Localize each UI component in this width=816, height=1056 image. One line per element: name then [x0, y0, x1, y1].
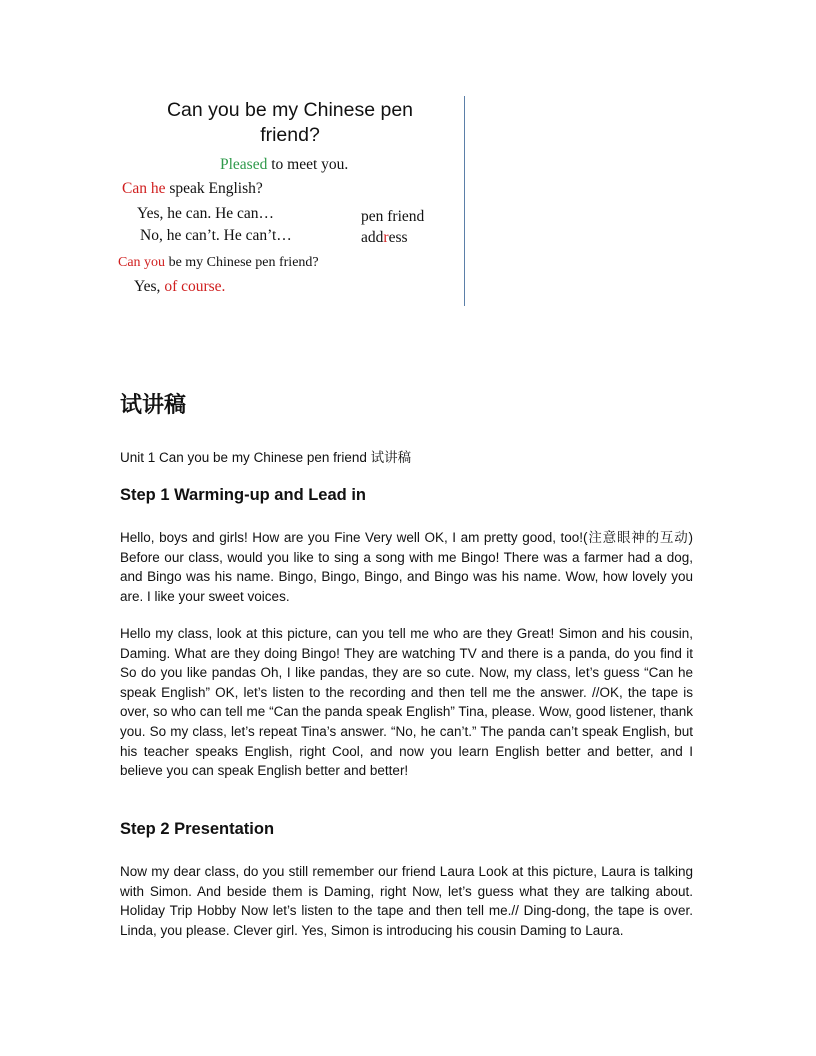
board-line-text: be my Chinese pen friend?	[165, 255, 319, 270]
page-heading: 试讲稿	[120, 393, 187, 418]
step2-heading: Step 2 Presentation	[120, 820, 275, 838]
board-vocab-text: ess	[388, 229, 408, 246]
board-vocab-pen-friend: pen friend	[361, 208, 425, 225]
lesson-board-image	[118, 92, 470, 308]
step1-heading: Step 1 Warming-up and Lead in	[120, 486, 366, 504]
board-line-text: Yes,	[134, 278, 165, 295]
step2-paragraph-1: Now my dear class, do you still remember our friend Laura Look at this picture, Laura is talking with Simon. And beside them is Daming, right Now, let’s guess what they are talking about. Holiday Trip Hobby Now let’s listen to the tape and then tell me.// Ding-dong, the tape is over. Linda, you please. Clever girl. Yes, Simon is introducing his cousin Daming to Laura.	[120, 864, 693, 938]
board-vocab-text: add	[361, 229, 384, 246]
board-line-no: No, he can’t. He can’t…	[140, 227, 292, 244]
board-vocab-address	[361, 229, 408, 247]
board-line-can-he	[122, 180, 263, 198]
board-line-can-you	[118, 255, 319, 271]
board-keyword-pleased: Pleased	[220, 156, 268, 173]
board-keyword-of-course: of course.	[164, 278, 226, 295]
board-line-of-course	[134, 278, 225, 296]
document-subtitle: Unit 1 Can you be my Chinese pen friend 试讲稿	[120, 450, 412, 465]
board-line-yes: Yes, he can. He can…	[137, 205, 275, 222]
board-keyword-can-he: Can he	[122, 180, 166, 197]
board-line-text: to meet you.	[267, 156, 349, 173]
board-vocab-highlight: r	[383, 229, 389, 246]
step1-paragraph-2: Hello my class, look at this picture, can you tell me who are they Great! Simon and his cousin, Daming. What are they doing Bingo! They are watching TV and there is a panda, do you find it So do you like pandas Oh, I like pandas, they are so cute. Now, my class, let’s guess “Can he speak English” OK, let’s listen to the recording and then tell me the answer. //OK, the tape is over, so who can tell me “Can the panda speak English” Tina, please. Wow, good listener, thank you. So my class, let’s repeat Tina’s answer. “No, he can’t.” The panda can’t speak English, but his teacher speaks English, right Cool, and now you learn English better and better, and I believe you can speak English better and better!	[120, 626, 693, 779]
board-title: Can you be my Chinese pen friend?	[166, 99, 414, 146]
board-keyword-can-you: Can you	[118, 255, 166, 270]
board-divider-line	[464, 96, 465, 306]
board-line-text: speak English?	[165, 180, 263, 197]
board-line-pleased	[220, 156, 348, 174]
step1-paragraph-1: Hello, boys and girls! How are you Fine Very well OK, I am pretty good, too!(注意眼神的互动) Before our class, would you like to sing a song with me Bingo! There was a farmer had a dog, and Bingo was his name. Bingo, Bingo, Bingo, and Bingo was his name. Wow, how lovely you are. I like your sweet voices.	[120, 530, 693, 604]
